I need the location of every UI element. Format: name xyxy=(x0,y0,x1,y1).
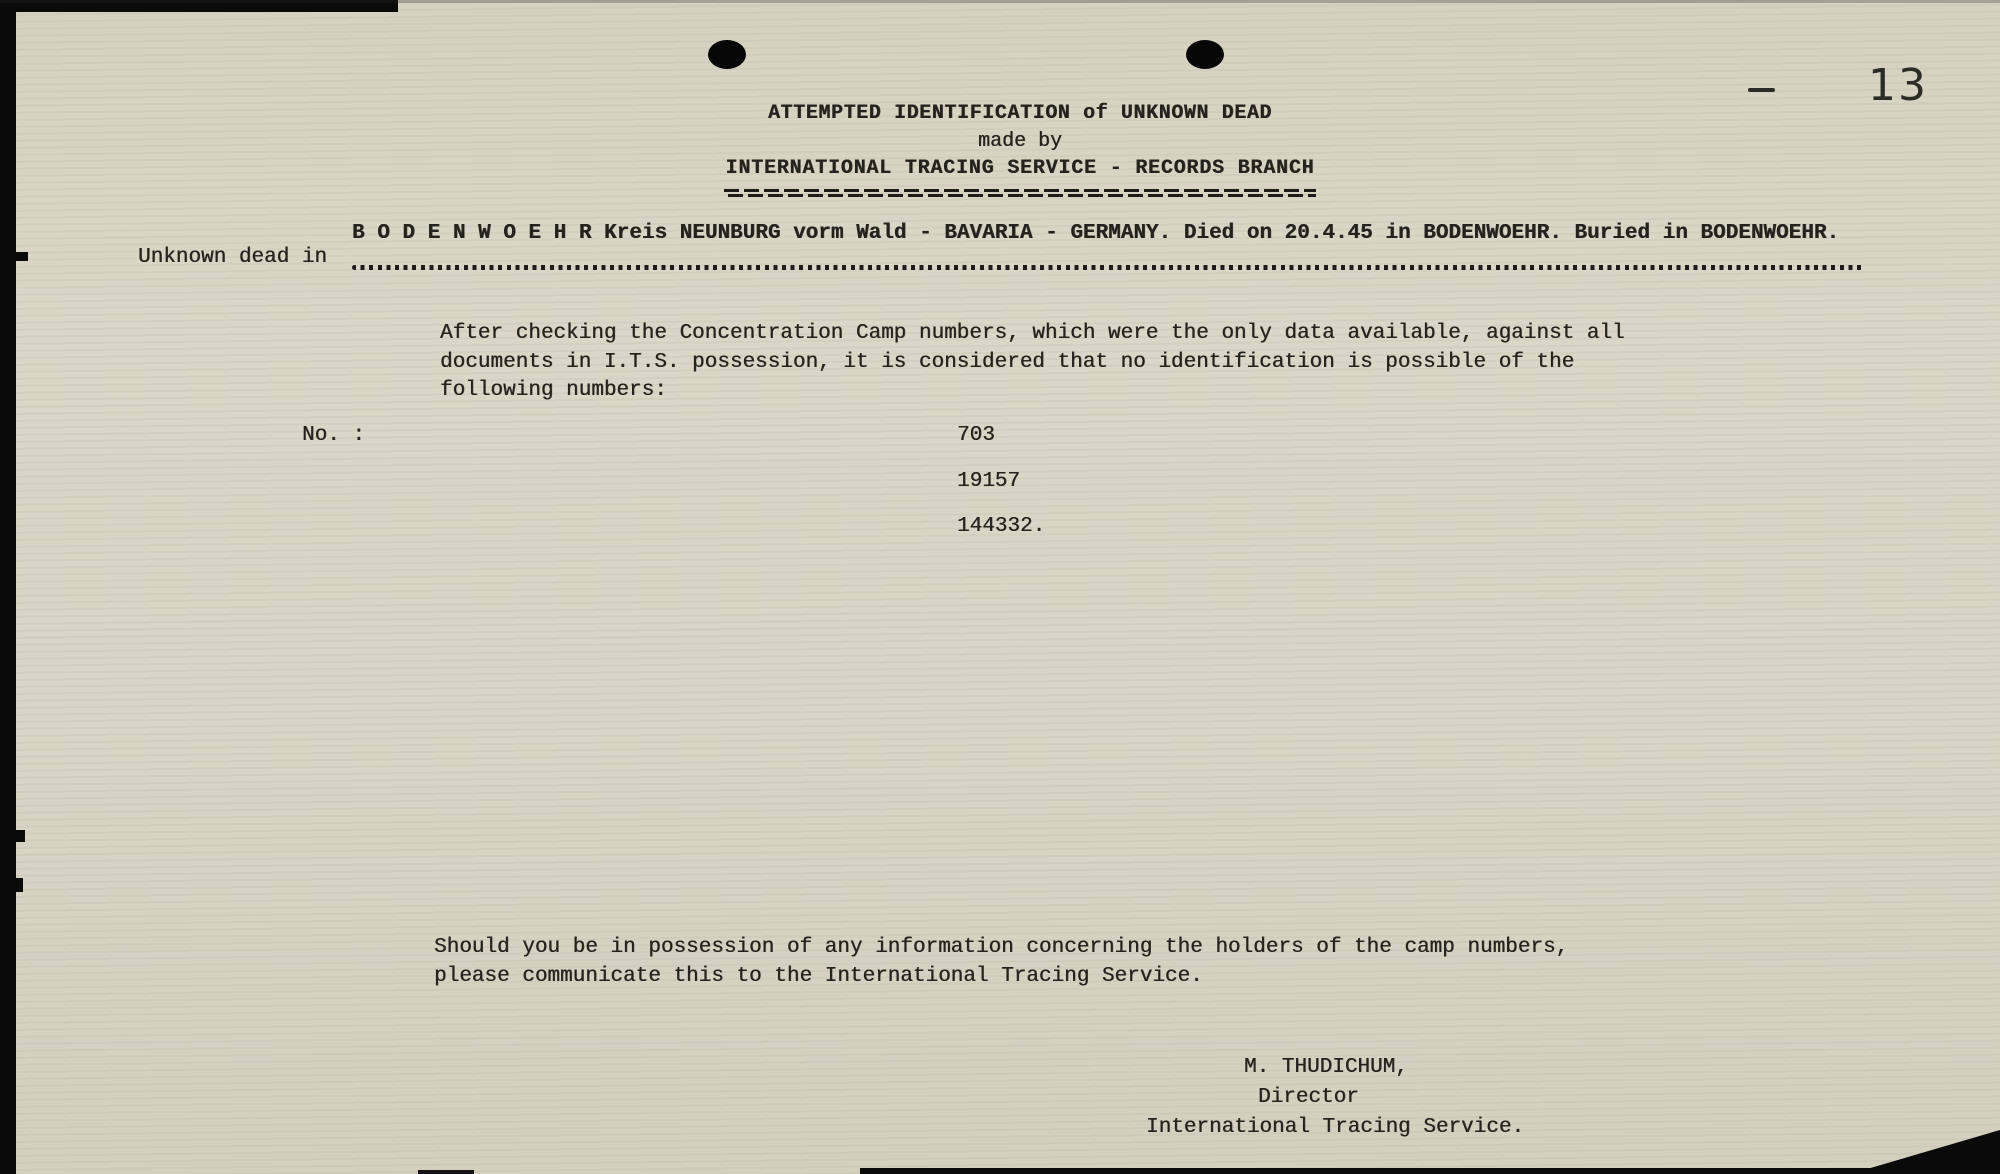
punch-hole-left xyxy=(708,40,746,69)
numbers-label: No. : xyxy=(302,424,366,447)
camp-number: 144332. xyxy=(957,515,1046,538)
edge-mark xyxy=(16,878,23,892)
header-title: ATTEMPTED IDENTIFICATION of UNKNOWN DEAD xyxy=(767,102,1273,125)
edge-mark xyxy=(16,252,28,261)
scan-top-shadow xyxy=(0,0,2000,3)
closing-line: please communicate this to the International Tracing Service. xyxy=(434,965,1203,988)
scan-edge-left xyxy=(0,0,16,1174)
intro-line: following numbers: xyxy=(440,379,667,402)
edge-mark xyxy=(16,830,25,842)
signature-name: M. THUDICHUM, xyxy=(1244,1056,1408,1079)
intro-line: documents in I.T.S. possession, it is considered that no identification is possible of the xyxy=(440,350,1575,374)
closing-line: Should you be in possession of any information concerning the holders of the camp numbers, xyxy=(434,936,1569,959)
header-underline xyxy=(724,189,1316,198)
edge-mark xyxy=(418,1170,474,1174)
pen-dash-mark xyxy=(1748,88,1775,92)
page-number: 13 xyxy=(1868,60,1928,111)
header-org-line: INTERNATIONAL TRACING SERVICE - RECORDS BRANCH xyxy=(725,157,1315,180)
scan-edge-bottom xyxy=(860,1168,2000,1174)
intro-paragraph xyxy=(440,320,1625,406)
camp-number: 19157 xyxy=(957,470,1021,493)
closing-paragraph xyxy=(434,933,1568,991)
signature-title: Director xyxy=(1258,1086,1359,1109)
header-made-by: made by xyxy=(977,130,1062,153)
intro-line: After checking the Concentration Camp numbers, which were the only data available, against all xyxy=(440,322,1625,345)
punch-hole-right xyxy=(1186,40,1224,69)
document-header xyxy=(620,100,1420,198)
subject-label: Unknown dead in xyxy=(138,246,328,269)
scan-corner-bottom-right xyxy=(1850,1130,2000,1174)
signature-org: International Tracing Service. xyxy=(1146,1116,1525,1139)
dotted-rule xyxy=(352,265,1864,270)
camp-number: 703 xyxy=(957,424,995,447)
subject-location-line: B O D E N W O E H R Kreis NEUNBURG vorm Wald - BAVARIA - GERMANY. Died on 20.4.45 in BODENWOEHR. Buried in BODENWOEHR. xyxy=(352,222,1840,245)
